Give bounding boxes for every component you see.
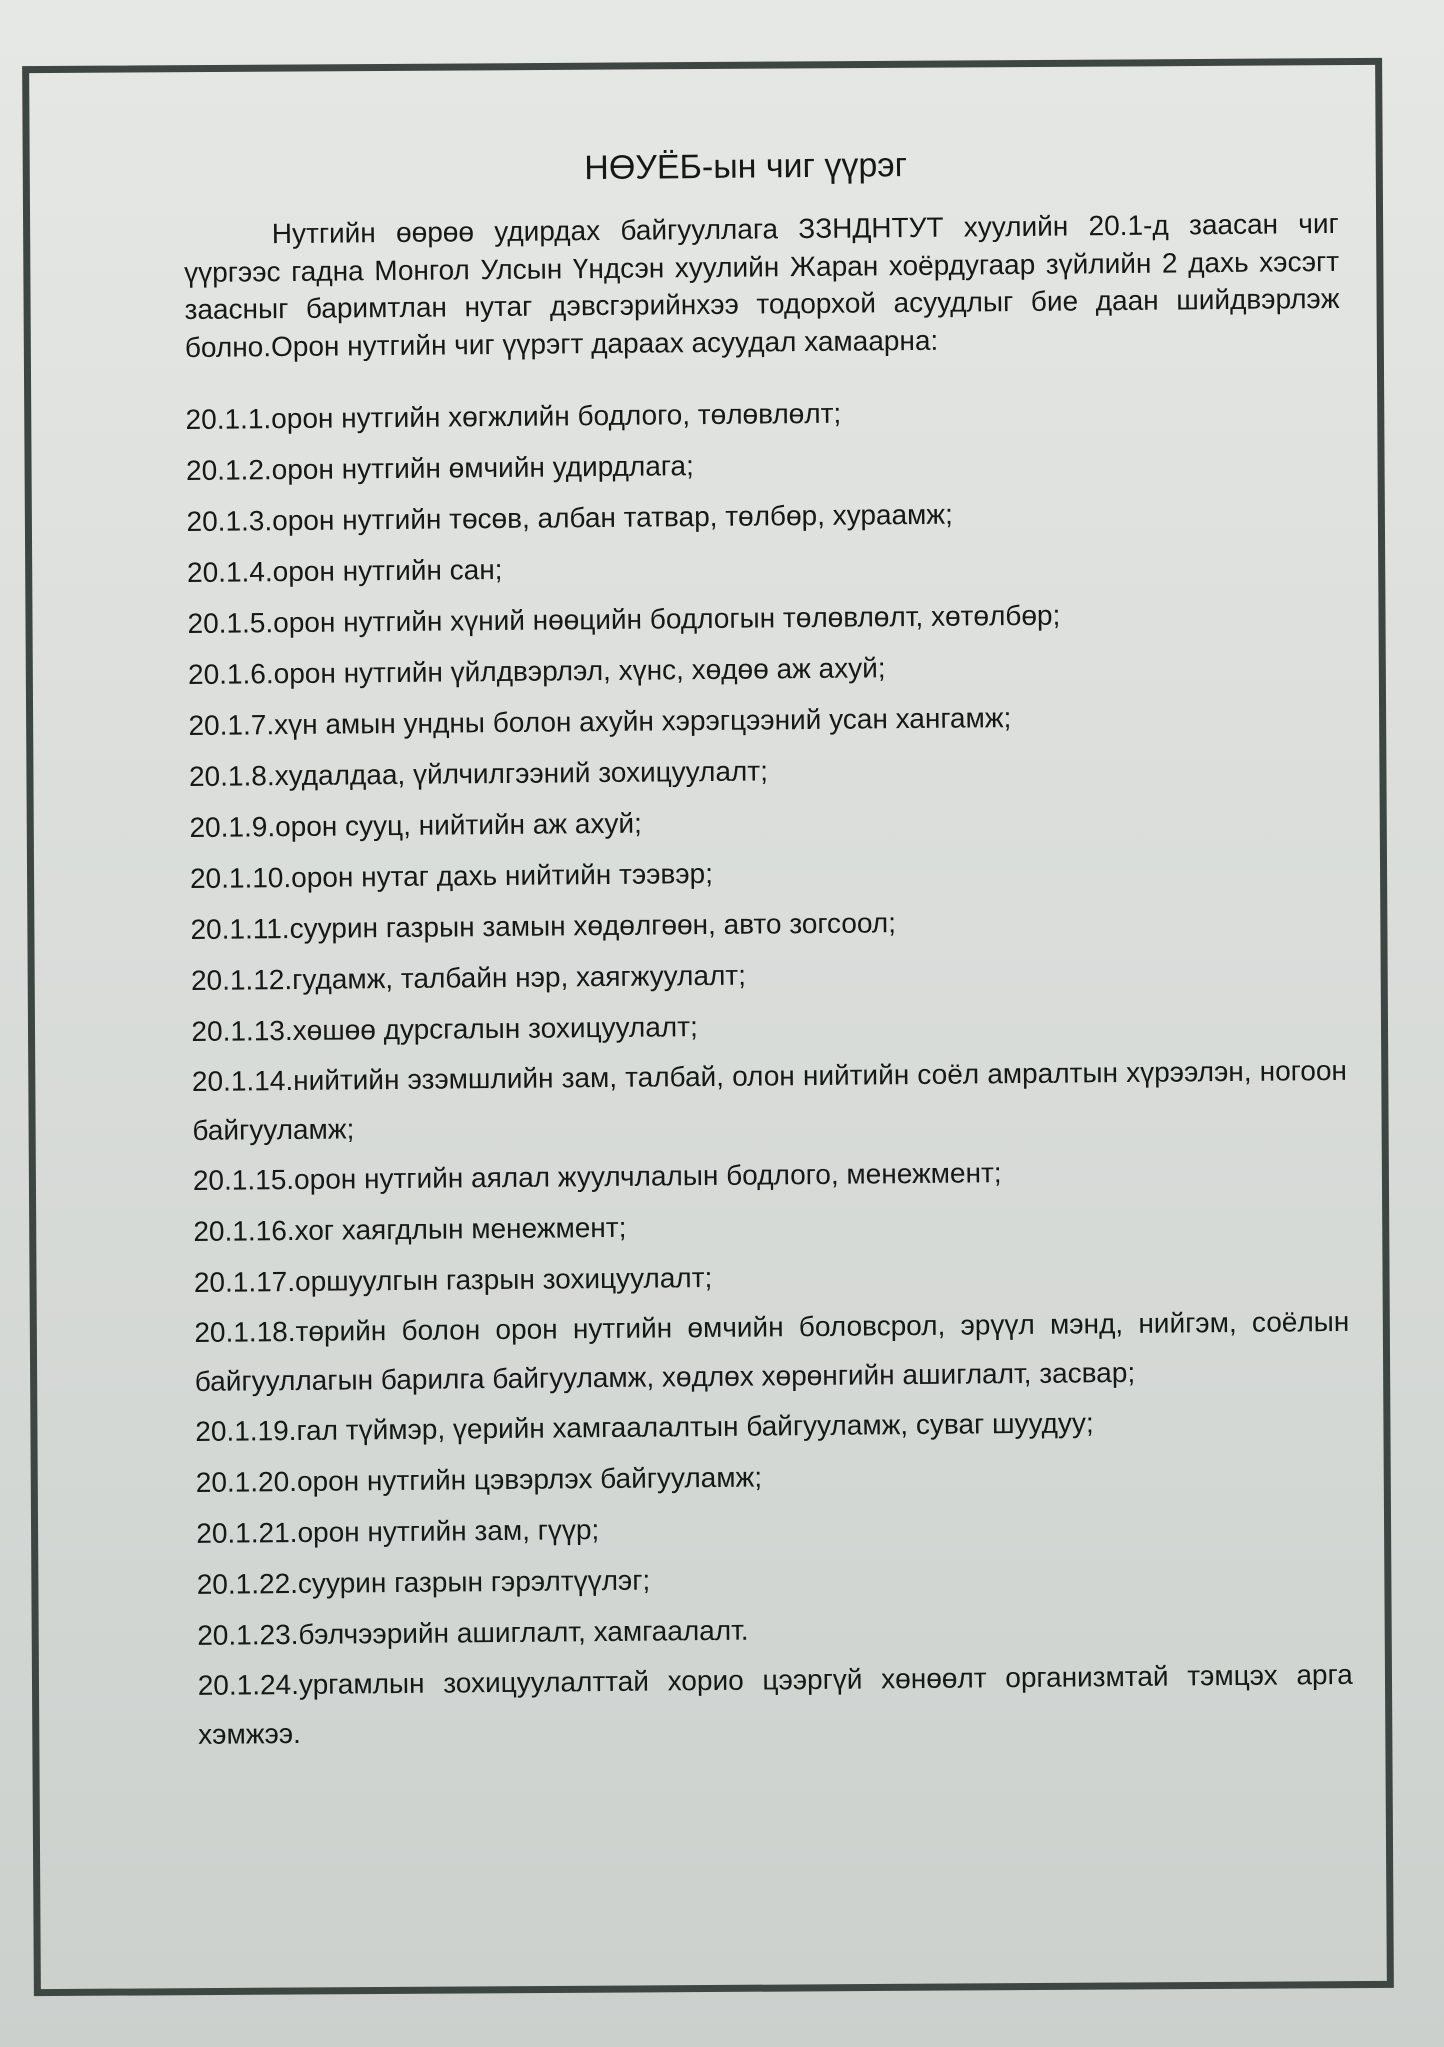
article-list [185, 383, 1353, 1759]
list-item: 20.1.13.хөшөө дурсгалын зохицуулалт; [191, 1011, 698, 1047]
list-item: 20.1.20.орон нутгийн цэвэрлэх байгууламж; [195, 1461, 763, 1498]
list-item: 20.1.16.хог хаягдлын менежмент; [193, 1211, 627, 1247]
list-item: 20.1.21.орон нутгийн зам, гүүр; [196, 1514, 600, 1549]
list-item: 20.1.23.бэлчээрийн ашиглалт, хамгаалалт. [197, 1614, 749, 1651]
list-item: 20.1.10.орон нутаг дахь нийтийн тээвэр; [189, 857, 714, 894]
list-item: 20.1.2.орон нутгийн өмчийн удирдлага; [185, 450, 694, 486]
list-item: 20.1.7.хүн амын ундны болон ахуйн хэрэгцээний усан хангамж; [188, 702, 1012, 741]
list-item: 20.1.5.орон нутгийн хүний нөөцийн бодлогын төлөвлөлт, хөтөлбөр; [187, 599, 1061, 639]
document-body [183, 139, 1353, 1759]
list-item: 20.1.4.орон нутгийн сан; [186, 553, 503, 588]
list-item: 20.1.15.орон нутгийн аялал жуулчлалын бодлого, менежмент; [192, 1157, 1002, 1196]
list-item: 20.1.8.худалдаа, үйлчилгээний зохицуулалт; [188, 755, 769, 792]
list-item: 20.1.9.орон сууц, нийтийн аж ахуй; [189, 807, 642, 843]
list-item: 20.1.11.суурин газрын замын хөдөлгөөн, авто зогсоол; [190, 907, 897, 945]
list-item: 20.1.17.оршуулгын газрын зохицуулалт; [193, 1261, 713, 1298]
list-item: 20.1.12.гудамж, талбайн нэр, хаягжуулалт; [190, 959, 747, 996]
list-item: 20.1.1.орон нутгийн хөгжлийн бодлого, төлөвлөлт; [185, 397, 842, 435]
intro-paragraph: Нутгийн өөрөө удирдах байгууллага ЗЗНДНТУТ хуулийн 20.1-д заасан чиг үүргээс гадна Монгол Улсын Үндсэн хуулийн Жаран хоёрдугаар зүйлийн 2 дахь хэсэгт заасныг баримтлан нутаг дэвсгэрийнхээ тодорхой асуудлыг бие даан шийдвэрлэж болно.Орон нутгийн чиг үүрэгт дараах асуудал хамаарна: [184, 207, 1340, 363]
list-item: 20.1.24.ургамлын зохицуулалттай хорио цээргүй хөнөөлт организмтай тэмцэх арга хэмжээ. [197, 1658, 1353, 1750]
list-item: 20.1.18.төрийн болон орон нутгийн өмчийн боловсрол, эрүүл мэнд, нийгэм, соёлын байгууллагын барилга байгууламж, хөдлөх хөрөнгийн ашиглалт, засвар; [194, 1305, 1350, 1397]
document-title: НӨУЁБ-ын чиг үүрэг [584, 146, 908, 188]
list-item: 20.1.19.гал түймэр, үерийн хамгаалалтын байгууламж, суваг шуудуу; [195, 1407, 1094, 1447]
list-item: 20.1.6.орон нутгийн үйлдвэрлэл, хүнс, хөдөө аж ахуй; [187, 652, 886, 690]
list-item: 20.1.22.суурин газрын гэрэлтүүлэг; [196, 1564, 651, 1600]
list-item: 20.1.14.нийтийн эзэмшлийн зам, талбай, олон нийтийн соёл амралтын хүрээлэн, ногоон байгууламж; [191, 1054, 1348, 1146]
list-item: 20.1.3.орон нутгийн төсөв, албан татвар, төлбөр, хураамж; [186, 498, 954, 537]
